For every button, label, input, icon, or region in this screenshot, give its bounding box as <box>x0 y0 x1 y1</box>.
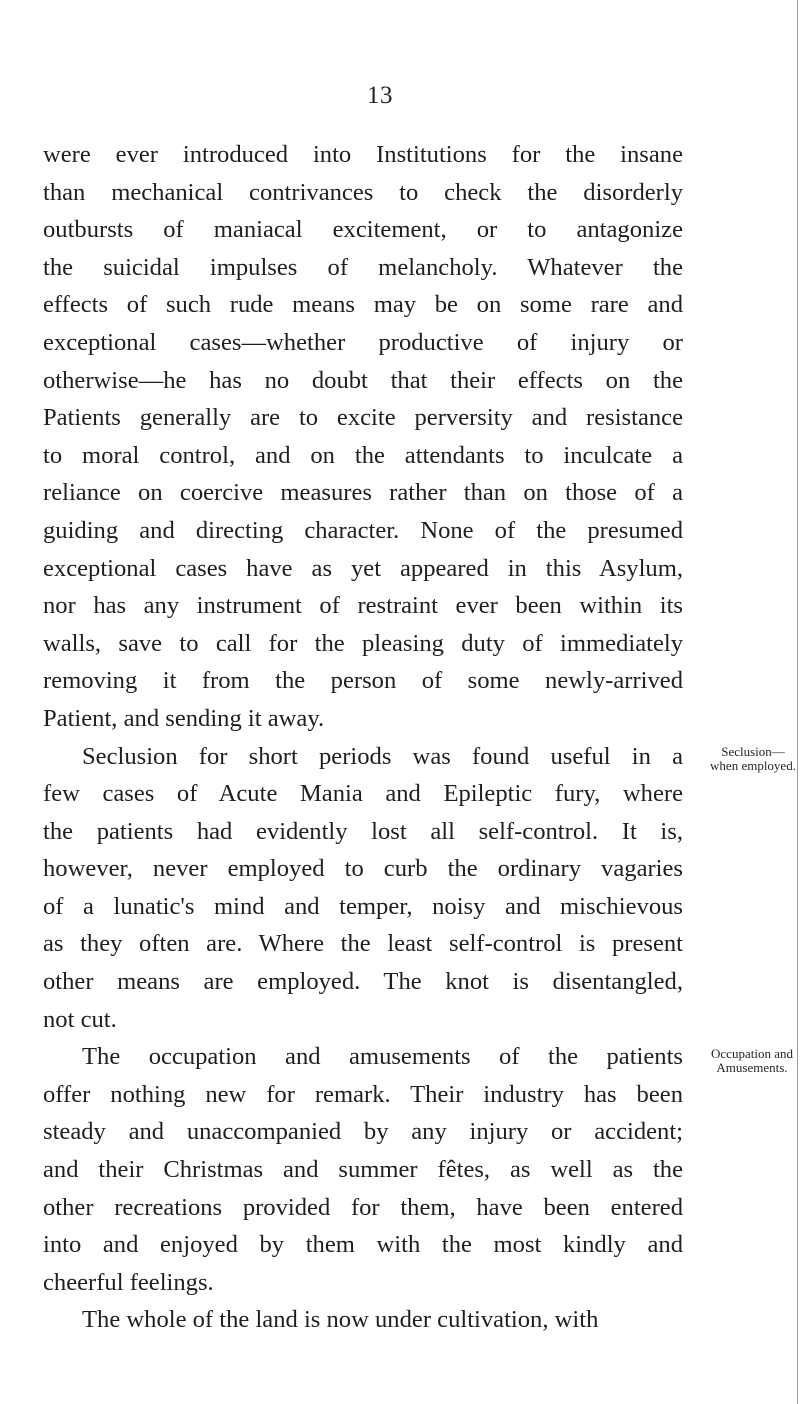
text-line: to moral control, and on the attendants to inculcate a <box>43 441 683 469</box>
text-line: than mechanical contrivances to check the disorderly <box>43 178 683 206</box>
sidenote-line: when employed. <box>710 758 796 773</box>
text-line: as they often are. Where the least self-control is present <box>43 930 683 958</box>
body-text <box>43 136 683 1339</box>
text-line: walls, save to call for the pleasing duty of immediately <box>43 629 683 657</box>
page-edge-rule <box>797 0 798 1404</box>
sidenote-line: Seclusion— <box>721 744 785 759</box>
text-line: steady and unaccompanied by any injury or accident; <box>43 1118 683 1146</box>
text-line: however, never employed to curb the ordinary vagaries <box>43 855 683 883</box>
text-line: reliance on coercive measures rather than on those of a <box>43 479 683 507</box>
text-line: and their Christmas and summer fêtes, as well as the <box>43 1156 683 1184</box>
text-line: few cases of Acute Mania and Epileptic fury, where <box>43 780 683 808</box>
text-line: guiding and directing character. None of the presumed <box>43 516 683 544</box>
text-line: cheerful feelings. <box>43 1268 214 1296</box>
text-line: outbursts of maniacal excitement, or to antagonize <box>43 216 683 244</box>
text-line: exceptional cases—whether productive of injury or <box>43 328 683 356</box>
sidenote-occupation <box>696 1047 800 1075</box>
text-line: the patients had evidently lost all self-control. It is, <box>43 817 683 845</box>
text-line: were ever introduced into Institutions for the insane <box>43 141 683 168</box>
text-line: Seclusion for short periods was found useful in a <box>82 742 683 770</box>
sidenote-line: Amusements. <box>716 1060 788 1075</box>
text-line: otherwise—he has no doubt that their effects on the <box>43 366 683 394</box>
sidenote-line: Occupation and <box>711 1046 793 1061</box>
text-line: effects of such rude means may be on some rare and <box>43 291 683 319</box>
text-line: The occupation and amusements of the patients <box>82 1043 683 1071</box>
text-line: not cut. <box>43 1005 117 1033</box>
text-line: into and enjoyed by them with the most kindly and <box>43 1231 683 1259</box>
text-line: of a lunatic's mind and temper, noisy and mischievous <box>43 892 683 920</box>
text-line: offer nothing new for remark. Their industry has been <box>43 1080 683 1108</box>
text-line: The whole of the land is now under cultivation, with <box>82 1306 599 1334</box>
text-line: nor has any instrument of restraint ever been within its <box>43 592 683 620</box>
text-line: Patients generally are to excite perversity and resistance <box>43 404 683 432</box>
text-line: other recreations provided for them, have been entered <box>43 1193 683 1221</box>
page-number: 13 <box>367 82 393 109</box>
sidenote-seclusion <box>698 745 800 773</box>
text-line: other means are employed. The knot is disentangled, <box>43 968 683 996</box>
text-line: exceptional cases have as yet appeared in this Asylum, <box>43 554 683 582</box>
text-line: the suicidal impulses of melancholy. Whatever the <box>43 253 683 281</box>
text-line: removing it from the person of some newly-arrived <box>43 667 683 695</box>
text-line: Patient, and sending it away. <box>43 704 325 732</box>
